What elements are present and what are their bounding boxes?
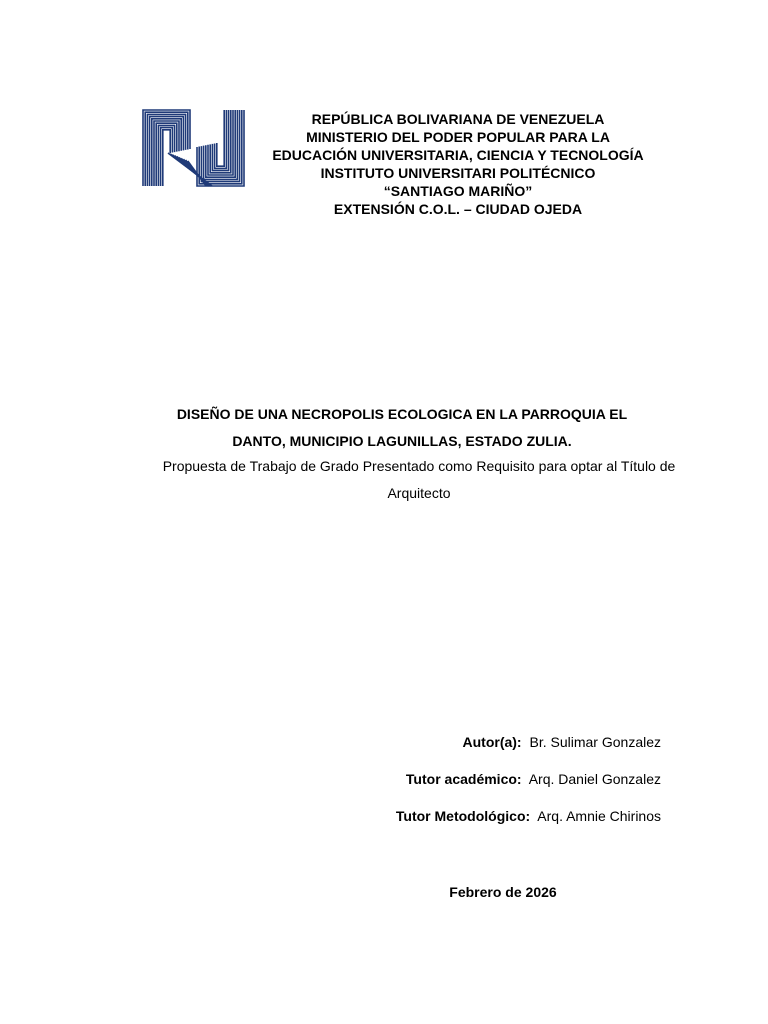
- header-line-5: “SANTIAGO MARIÑO”: [383, 183, 533, 199]
- header-line-4: INSTITUTO UNIVERSITARI POLITÉCNICO: [320, 165, 596, 181]
- credit-label: Tutor Metodológico:: [395, 808, 531, 824]
- credit-label: Autor(a):: [462, 734, 522, 750]
- thesis-title: [120, 401, 684, 455]
- credit-row-author: [241, 730, 661, 767]
- title-line-1: DISEÑO DE UNA NECROPOLIS ECOLOGICA EN LA PARROQUIA EL: [176, 406, 628, 422]
- header-line-6: EXTENSIÓN C.O.L. – CIUDAD OJEDA: [333, 201, 583, 217]
- title-line-2: DANTO, MUNICIPIO LAGUNILLAS, ESTADO ZULIA.: [232, 433, 572, 449]
- subtitle-line-2: Arquitecto: [387, 485, 451, 501]
- document-date: Febrero de 2026: [449, 884, 557, 900]
- credit-row-academic-tutor: [241, 767, 661, 804]
- header-line-2: MINISTERIO DEL PODER POPULAR PARA LA: [306, 129, 610, 145]
- header-line-1: REPÚBLICA BOLIVARIANA DE VENEZUELA: [311, 111, 605, 127]
- credit-value: Arq. Daniel Gonzalez: [528, 771, 661, 787]
- header-line-3: EDUCACIÓN UNIVERSITARIA, CIENCIA Y TECNOLOGÍA: [272, 147, 644, 163]
- thesis-subtitle: [130, 453, 708, 507]
- psm-institution-logo-icon: [142, 109, 245, 187]
- institution-header: [250, 110, 666, 218]
- subtitle-line-1: Propuesta de Trabajo de Grado Presentado como Requisito para optar al Título de: [162, 458, 676, 474]
- credit-value: Arq. Amnie Chirinos: [537, 808, 661, 824]
- credit-label: Tutor académico:: [405, 771, 522, 787]
- credit-row-methodological-tutor: [241, 804, 661, 841]
- credit-value: Br. Sulimar Gonzalez: [529, 734, 661, 750]
- credits-block: [241, 730, 661, 841]
